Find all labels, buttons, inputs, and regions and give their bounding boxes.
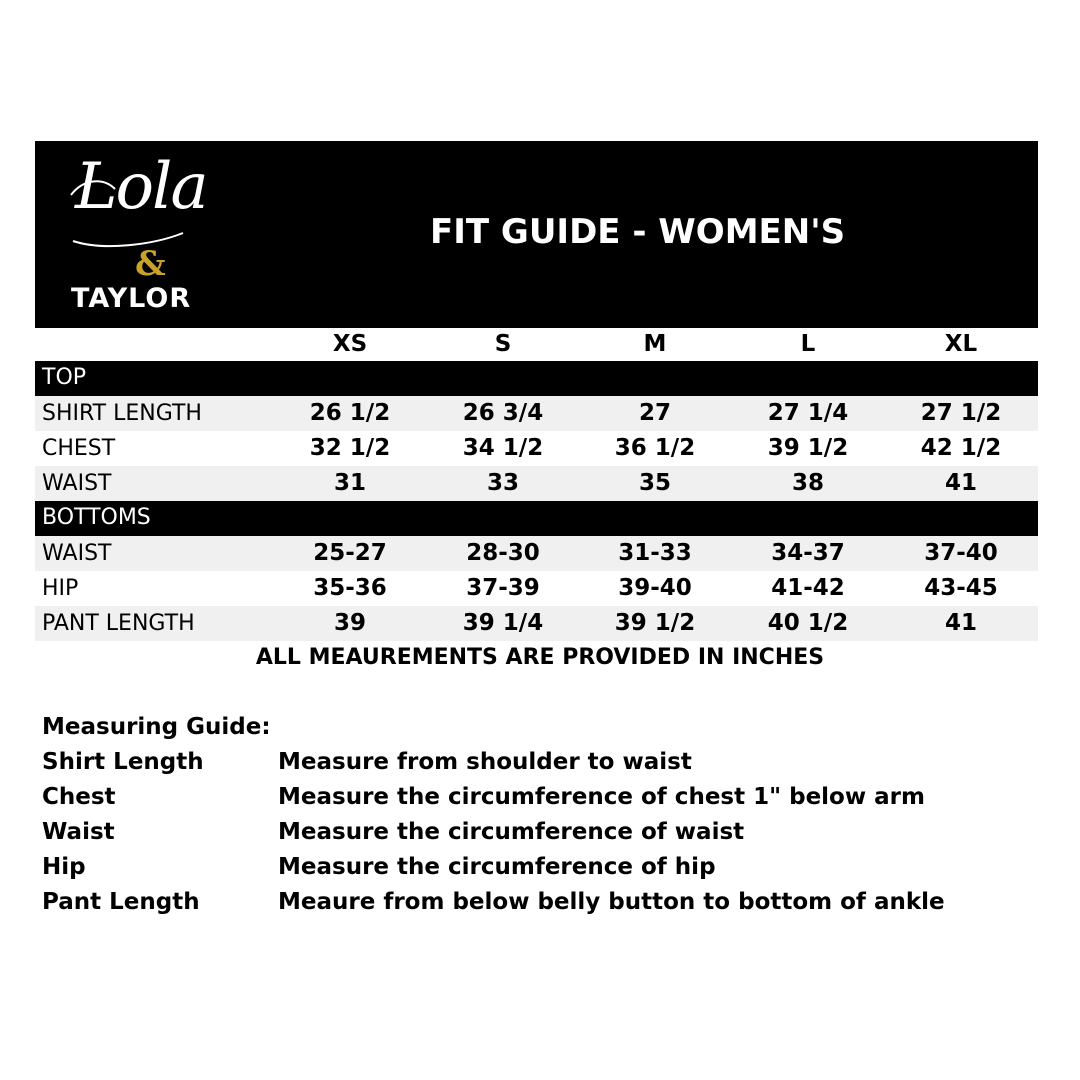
row-value: 35-36 xyxy=(313,575,387,601)
row-value: 34-37 xyxy=(771,540,845,566)
row-value: 26 1/2 xyxy=(309,400,391,426)
size-l: L xyxy=(800,331,816,357)
table-row xyxy=(35,606,1038,641)
guide-term: Chest xyxy=(42,784,116,810)
row-value: 35 xyxy=(638,470,672,496)
logo-ampersand: & xyxy=(135,244,166,284)
row-value: 43-45 xyxy=(924,575,998,601)
row-label: PANT LENGTH xyxy=(42,611,195,636)
row-value: 34 1/2 xyxy=(462,435,544,461)
guide-item xyxy=(0,786,1080,821)
row-label: SHIRT LENGTH xyxy=(42,401,202,426)
row-value: 39 xyxy=(333,610,367,636)
guide-term: Pant Length xyxy=(42,889,200,915)
guide-term: Hip xyxy=(42,854,86,880)
row-value: 31-33 xyxy=(618,540,692,566)
guide-description: Measure from shoulder to waist xyxy=(278,749,692,775)
table-row xyxy=(35,536,1038,571)
row-value: 39 1/4 xyxy=(462,610,544,636)
row-value: 38 xyxy=(791,470,825,496)
row-value: 39-40 xyxy=(618,575,692,601)
guide-item xyxy=(0,751,1080,786)
row-value: 25-27 xyxy=(313,540,387,566)
guide-item xyxy=(0,821,1080,856)
guide-description: Meaure from below belly button to bottom of ankle xyxy=(278,889,945,915)
row-value: 27 1/4 xyxy=(767,400,849,426)
measuring-guide-title: Measuring Guide: xyxy=(42,714,271,740)
logo-script-text: Lola xyxy=(75,150,207,224)
table-row xyxy=(35,431,1038,466)
row-label: WAIST xyxy=(42,471,112,496)
section-top-label: TOP xyxy=(42,365,87,390)
brand-logo xyxy=(63,149,243,319)
section-bottoms-bar xyxy=(35,501,1038,536)
table-row xyxy=(35,466,1038,501)
guide-term: Waist xyxy=(42,819,115,845)
header-banner xyxy=(35,141,1038,328)
table-row xyxy=(35,396,1038,431)
row-value: 41 xyxy=(944,470,978,496)
row-value: 40 1/2 xyxy=(767,610,849,636)
row-value: 41 xyxy=(944,610,978,636)
row-value: 27 1/2 xyxy=(920,400,1002,426)
row-value: 36 1/2 xyxy=(614,435,696,461)
guide-description: Measure the circumference of hip xyxy=(278,854,716,880)
page-title: FIT GUIDE - WOMEN'S xyxy=(430,212,846,252)
row-label: WAIST xyxy=(42,541,112,566)
guide-description: Measure the circumference of waist xyxy=(278,819,745,845)
row-value: 28-30 xyxy=(466,540,540,566)
row-value: 37-40 xyxy=(924,540,998,566)
section-bottoms-label: BOTTOMS xyxy=(42,505,151,530)
size-s: S xyxy=(494,331,512,357)
row-value: 26 3/4 xyxy=(462,400,544,426)
row-label: CHEST xyxy=(42,436,116,461)
row-value: 31 xyxy=(333,470,367,496)
logo-wordmark: TAYLOR xyxy=(71,283,192,314)
size-xl: XL xyxy=(944,331,978,357)
row-value: 42 1/2 xyxy=(920,435,1002,461)
guide-description: Measure the circumference of chest 1" below arm xyxy=(278,784,925,810)
row-value: 41-42 xyxy=(771,575,845,601)
row-value: 39 1/2 xyxy=(767,435,849,461)
size-header-row xyxy=(35,329,1038,361)
row-value: 32 1/2 xyxy=(309,435,391,461)
guide-item xyxy=(0,891,1080,926)
table-row xyxy=(35,571,1038,606)
size-m: M xyxy=(643,331,667,357)
guide-term: Shirt Length xyxy=(42,749,204,775)
guide-item xyxy=(0,856,1080,891)
units-footnote: ALL MEAUREMENTS ARE PROVIDED IN INCHES xyxy=(255,645,825,670)
row-value: 27 xyxy=(638,400,672,426)
row-label: HIP xyxy=(42,576,79,601)
section-top-bar xyxy=(35,361,1038,396)
row-value: 37-39 xyxy=(466,575,540,601)
row-value: 39 1/2 xyxy=(614,610,696,636)
row-value: 33 xyxy=(486,470,520,496)
size-xs: XS xyxy=(332,331,368,357)
